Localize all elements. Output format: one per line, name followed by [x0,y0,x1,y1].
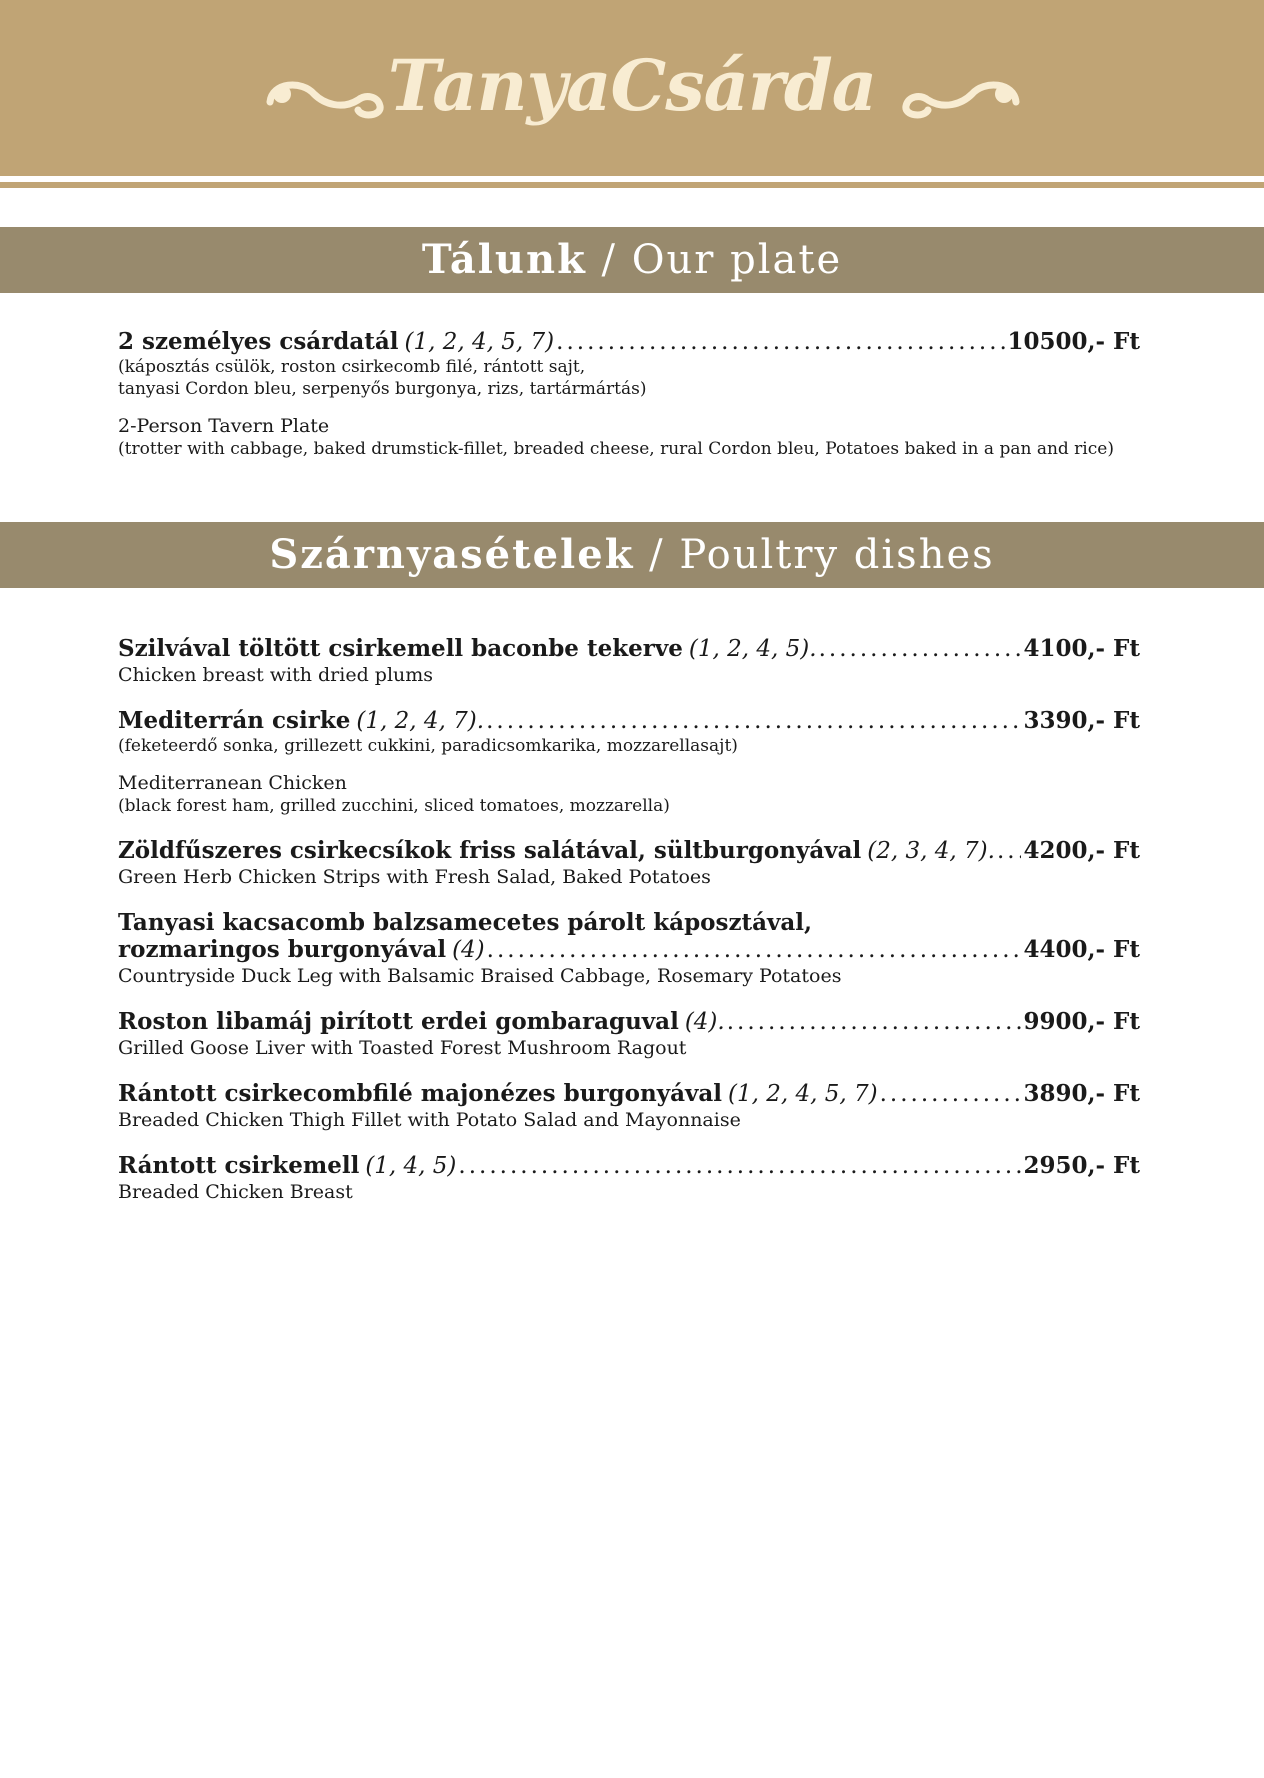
item-leader-dots [727,1009,1022,1036]
plate-items [118,328,1140,480]
item-allergens: (4). [684,1009,725,1035]
item-leader-dots [997,838,1022,865]
menu-item [118,1152,1140,1204]
item-allergens: (1, 4, 5) [365,1153,457,1179]
item-description-en: (trotter with cabbage, baked drumstick-fillet, breaded cheese, rural Cordon bleu, Potatoes baked in a pan and rice) [118,439,1114,459]
item-name: Roston libamáj pirított erdei gombaraguval [118,1008,679,1035]
section-title-divider: / [649,532,680,578]
section-header-plate [0,227,1264,293]
item-name-en: Grilled Goose Liver with Toasted Forest Mushroom Ragout [118,1037,687,1059]
item-line [118,328,1140,356]
item-line [118,1152,1140,1180]
item-line [118,1080,1140,1108]
section-title-en: Our plate [631,237,843,283]
item-allergens: (1, 2, 4, 5, 7) [404,329,555,355]
item-name: 2 személyes csárdatál [118,328,399,355]
menu-item [118,1080,1140,1132]
item-description-hu: tanyasi Cordon bleu, serpenyős burgonya, rizs, tartármártás) [118,379,647,399]
item-line [118,707,1140,735]
item-price: 2950,- Ft [1023,1152,1140,1179]
item-name-en: Mediterranean Chicken [118,772,347,794]
item-line [118,837,1140,865]
right-flourish-icon [900,72,1024,120]
item-name: Rántott csirkecombfilé majonézes burgonyával [118,1080,722,1107]
item-name: Mediterrán csirke [118,707,351,734]
menu-item [118,909,1140,988]
item-name-line1: Tanyasi kacsacomb balzsamecetes párolt káposztával, [118,909,813,936]
section-title-hu: Tálunk [421,236,587,283]
menu-item [118,1008,1140,1060]
item-description-en: (black forest ham, grilled zucchini, sliced tomatoes, mozzarella) [118,796,670,816]
item-price: 3890,- Ft [1023,1080,1140,1107]
menu-header [0,0,1264,176]
item-price: 9900,- Ft [1023,1008,1140,1035]
item-description-hu: (feketeerdő sonka, grillezett cukkini, paradicsomkarika, mozzarellasajt) [118,736,738,756]
item-leader-dots [487,937,1022,964]
item-line [118,936,1140,964]
item-name: rozmaringos burgonyával [118,936,447,963]
section-title-divider: / [601,237,632,283]
item-leader-dots [880,1081,1022,1108]
item-leader-dots [556,329,1005,356]
item-name-en: Chicken breast with dried plums [118,664,434,686]
item-price: 3390,- Ft [1023,707,1140,734]
item-name: Szilvával töltött csirkemell baconbe tekerve [118,635,683,662]
menu-item [118,328,1140,460]
section-header-poultry [0,522,1264,588]
item-leader-dots [819,636,1022,663]
item-allergens: (1, 2, 4, 5). [688,636,817,662]
item-name-en: 2-Person Tavern Plate [118,415,330,437]
section-title-hu: Szárnyasételek [269,531,635,578]
item-allergens: (1, 2, 4, 5, 7) [727,1081,878,1107]
item-name-en: Breaded Chicken Breast [118,1181,353,1203]
item-description-hu: (káposztás csülök, roston csirkecomb filé, rántott sajt, [118,357,586,377]
section-title-en: Poultry dishes [679,532,995,578]
item-allergens: (2, 3, 4, 7). [867,838,995,864]
item-allergens: (4) [452,937,485,963]
poultry-items [118,635,1140,1224]
item-allergens: (1, 2, 4, 7). [356,708,485,734]
item-name: Rántott csirkemell [118,1152,360,1179]
item-price: 4200,- Ft [1023,837,1140,864]
restaurant-title: TanyaCsárda [387,44,877,127]
item-name-en: Green Herb Chicken Strips with Fresh Salad, Baked Potatoes [118,866,711,888]
item-name-en: Countryside Duck Leg with Balsamic Braised Cabbage, Rosemary Potatoes [118,965,842,987]
item-price: 4400,- Ft [1023,936,1140,963]
item-leader-dots [486,708,1021,735]
item-leader-dots [458,1153,1021,1180]
header-rule [0,182,1264,188]
menu-item [118,707,1140,817]
item-line [118,1008,1140,1036]
item-name-en: Breaded Chicken Thigh Fillet with Potato Salad and Mayonnaise [118,1109,741,1131]
item-name: Zöldfűszeres csirkecsíkok friss salátával, sültburgonyával [118,837,862,864]
item-price: 10500,- Ft [1007,328,1140,355]
menu-item [118,837,1140,889]
item-price: 4100,- Ft [1023,635,1140,662]
item-line [118,635,1140,663]
menu-item [118,635,1140,687]
